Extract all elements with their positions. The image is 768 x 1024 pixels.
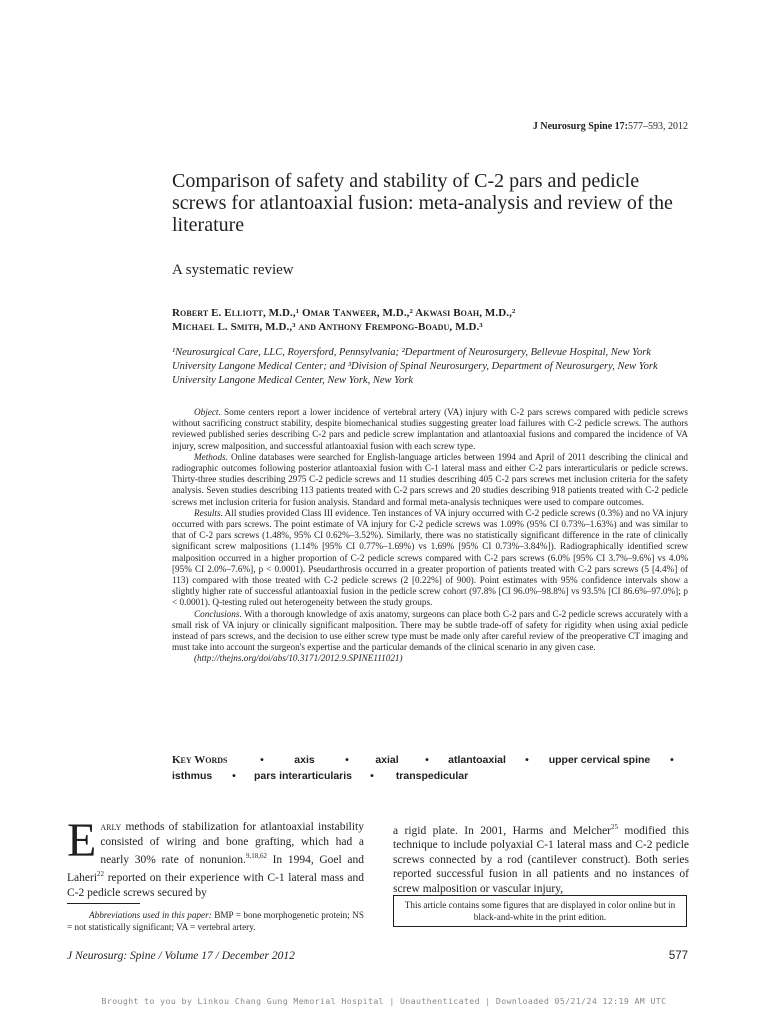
- footnote-divider: [67, 903, 140, 904]
- journal-citation: [533, 121, 688, 132]
- reference-superscript[interactable]: 9,18,62: [245, 852, 267, 860]
- keyword-bullet: •: [670, 754, 674, 766]
- keyword-bullet: •: [232, 770, 236, 782]
- affiliations: ¹Neurosurgical Care, LLC, Royersford, Pennsylvania; ²Department of Neurosurgery, Bellevue Hospital, New York University Langone Medical Center; and ³Division of Spinal Neurosurgery, Department of Neurosurgery, New York University Langone Medical Center, New York, New York: [172, 347, 658, 386]
- doi-link[interactable]: (http://thejns.org/doi/abs/10.3171/2012.9.SPINE111021): [194, 653, 403, 664]
- authors-line-2: Michael L. Smith, M.D.,³ and Anthony Frempong-Boadu, M.D.³: [172, 321, 483, 333]
- abbreviations-label: Abbreviations used in this paper:: [89, 910, 212, 920]
- keywords-label: Key Words: [172, 754, 228, 766]
- keyword-bullet: •: [260, 754, 264, 766]
- keyword-item: axial: [375, 754, 399, 766]
- abstract-methods: Methods. Online databases were searched for English-language articles between 1994 and April of 2011 describing the clinical and radiographic outcomes following posterior atlantoaxial fusion with C-1 lateral mass and either C-2 pars interarticularis or pedicle screws. Thirty-three studies describing 2975 C-2 pedicle screws and 11 studies describing 405 C-2 pars screws met inclusion criteria for the safety analysis. Seven studies describing 113 patients treated with C-2 pars screws and 20 studies describing 918 patients treated with C-2 pedicle screws met inclusion criteria for fusion analysis. Standard and formal meta-analysis techniques were used to compare outcomes.: [172, 451, 688, 507]
- article-subtitle: A systematic review: [172, 262, 294, 278]
- abstract-results: Results. All studies provided Class III evidence. Ten instances of VA injury occurred with C-2 pedicle screws (0.3%) and no VA injury occurred with pars screws. The point estimate of VA injury for C-2 pedicle screws was 1.09% (95% CI 0.73%–1.63%) and was similar to that of C-2 pars screws (1.48%, 95% CI 0.62%–3.52%). Similarly, there was no statistically significant difference in the rate of clinically significant screw malpositions (1.14% [95% CI 0.77%–1.69%) vs 1.69% [95% CI 0.73%–3.84%]). Radiographically identified screw malposition occurred in a higher proportion of C-2 pedicle screws compared with C-2 pars screws (6.0% [95% CI 3.7%–9.6%] vs 4.0% [95% CI 2.0%–7.6%], p < 0.0001). Pseudarthrosis occurred in a greater proportion of patients treated with C-2 pars screws (5 [4.4%] of 113) compared with those treated with C-2 pedicle screws (2 [0.22%] of 900). Point estimates with 95% confidence intervals show a slightly higher rate of successful atlantoaxial fusion in the pedicle screw cohort (97.8% [CI 96.0%–98.8%] vs 93.5% [CI 86.6%–97.0%]; p < 0.0001). Q-testing ruled out heterogeneity between the study groups.: [172, 507, 688, 608]
- reference-superscript[interactable]: 22: [97, 870, 105, 879]
- keywords-row-2: [172, 768, 692, 784]
- body-column-right: a rigid plate. In 2001, Harms and Melcher$^{25}$ modified this technique to include polyaxial C-1 lateral mass and C-2 pedicle screws connected by a rod (cantilever construct). Both series reported successful fusion in all patients and no instances of screw malposition or vascular injury,: [393, 823, 689, 895]
- download-notice: Brought to you by Linkou Chang Gung Memorial Hospital | Unauthenticated | Downloaded 05/21/24 12:19 AM UTC: [101, 996, 667, 1006]
- page-number: 577: [668, 950, 688, 962]
- keyword-item: upper cervical spine: [548, 754, 651, 766]
- body-column-left: Early methods of stabilization for atlantoaxial instability consisted of wiring and bone grafting, which had a nearly 30% rate of nonunion.$^{9,18,62}$ In 1994, Goel and Laheri$^{22}$ reported on their experience with C-1 lateral mass and C-2 pedicle screws secured by: [67, 814, 364, 899]
- keyword-item: atlantoaxial: [448, 754, 506, 766]
- keyword-bullet: •: [345, 754, 349, 766]
- abstract: [172, 407, 688, 665]
- footer-journal-issue: J Neurosurg: Spine / Volume 17 / December 2012: [67, 950, 295, 962]
- drop-cap: E: [67, 814, 97, 867]
- journal-pages: 577–593, 2012: [628, 121, 688, 132]
- abstract-object: Object. Some centers report a lower incidence of vertebral artery (VA) injury with C-2 pars screws compared with pedicle screws without sacrificing construct stability, despite biomechanical studies suggesting greater load failures with C-2 pedicle screws. The authors reviewed published series describing C-2 pars and pedicle screw implantation and atlantoaxial fusions and compared the incidence of VA injury, screw malposition, and successful atlantoaxial fusion with each screw type.: [172, 407, 688, 451]
- abbreviations-footnote: Abbreviations used in this paper: BMP = bone morphogenetic protein; NS = not statistically significant; VA = vertebral artery.: [67, 910, 364, 932]
- methods-label: Methods: [194, 451, 226, 462]
- author-list: [172, 306, 692, 334]
- object-label: Object: [194, 407, 219, 417]
- keyword-bullet: •: [525, 754, 529, 766]
- journal-name: J Neurosurg Spine 17:: [532, 121, 628, 132]
- keyword-item: pars interarticularis: [253, 770, 353, 782]
- color-figures-note: This article contains some figures that are displayed in color online but in black-and-white in the print edition.: [393, 895, 687, 927]
- keyword-item: transpedicular: [395, 770, 469, 782]
- keywords-row-1: [172, 752, 692, 768]
- reference-superscript[interactable]: 25: [611, 823, 619, 831]
- article-title: Comparison of safety and stability of C-2 pars and pedicle screws for atlantoaxial fusion: meta-analysis and review of the literature: [172, 170, 673, 236]
- keyword-bullet: •: [370, 770, 374, 782]
- lead-word: arly: [100, 821, 122, 833]
- keywords: [172, 752, 692, 784]
- conclusions-label: Conclusions: [194, 608, 240, 619]
- results-label: Results: [194, 507, 221, 518]
- authors-line-1: Robert E. Elliott, M.D.,¹ Omar Tanweer, M.D.,² Akwasi Boah, M.D.,²: [172, 307, 516, 319]
- abstract-conclusions: Conclusions. With a thorough knowledge of axis anatomy, surgeons can place both C-2 pars and C-2 pedicle screws accurately with a small risk of VA injury or clinically significant malposition. There may be subtle trade-off of safety for rigidity when using axial pedicle instead of pars screws, and the decision to use either screw type must be made only after careful review of the preoperative CT imaging and must take into account the surgeon's expertise and the particular demands of the clinical scenario in any given case.: [172, 608, 688, 653]
- keyword-bullet: •: [425, 754, 429, 766]
- keyword-item: axis: [294, 754, 315, 766]
- keyword-item: isthmus: [172, 770, 213, 782]
